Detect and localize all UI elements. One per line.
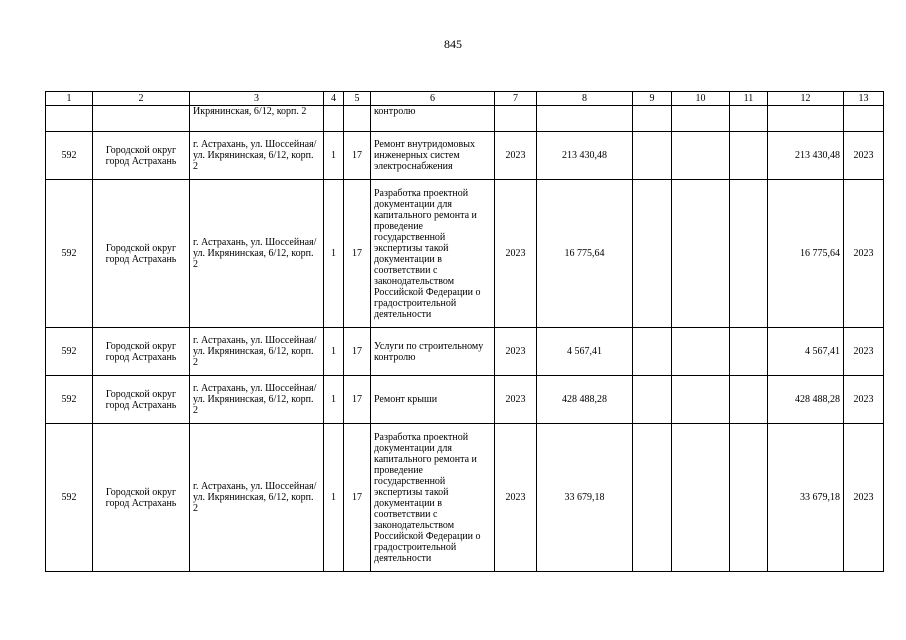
address-cell: г. Астрахань, ул. Шоссейная/ ул. Икрянинская, 6/12, корп. 2 bbox=[190, 424, 324, 572]
table-row bbox=[46, 132, 884, 180]
total-cost-cell: 213 430,48 bbox=[768, 132, 844, 180]
column-10-cell bbox=[672, 180, 730, 328]
column-10-cell bbox=[672, 376, 730, 424]
row-number-cell: 592 bbox=[46, 328, 93, 376]
column-4-cell: 1 bbox=[324, 180, 344, 328]
column-number: 9 bbox=[633, 92, 672, 106]
table-row bbox=[46, 424, 884, 572]
completion-year-cell: 2023 bbox=[844, 180, 884, 328]
year-cell: 2023 bbox=[495, 180, 537, 328]
column-10-cell bbox=[672, 132, 730, 180]
cost-cell: 213 430,48 bbox=[537, 132, 633, 180]
address-cell: Икрянинская, 6/12, корп. 2 bbox=[190, 106, 324, 132]
column-11-cell bbox=[730, 424, 768, 572]
total-cost-cell: 33 679,18 bbox=[768, 424, 844, 572]
column-5-cell: 17 bbox=[344, 180, 371, 328]
page-number: 845 bbox=[444, 37, 462, 51]
column-9-cell bbox=[633, 424, 672, 572]
address-cell: г. Астрахань, ул. Шоссейная/ ул. Икрянинская, 6/12, корп. 2 bbox=[190, 180, 324, 328]
completion-year-cell: 2023 bbox=[844, 132, 884, 180]
column-11-cell bbox=[730, 376, 768, 424]
completion-year-cell: 2023 bbox=[844, 424, 884, 572]
district-cell: Городской округ город Астрахань bbox=[93, 328, 190, 376]
column-number-row bbox=[46, 92, 884, 106]
work-type-cell: Разработка проектной документации для капитального ремонта и проведение государственной экспертизы такой документации в соответствии с законодательством Российской Федерации о градостроительной деятельности bbox=[371, 424, 495, 572]
address-cell: г. Астрахань, ул. Шоссейная/ ул. Икрянинская, 6/12, корп. 2 bbox=[190, 132, 324, 180]
column-9-cell bbox=[633, 180, 672, 328]
column-number: 7 bbox=[495, 92, 537, 106]
continuation-row bbox=[46, 106, 884, 132]
column-number: 12 bbox=[768, 92, 844, 106]
column-number: 6 bbox=[371, 92, 495, 106]
cost-cell: 33 679,18 bbox=[537, 424, 633, 572]
cost-cell: 428 488,28 bbox=[537, 376, 633, 424]
column-9-cell bbox=[633, 132, 672, 180]
column-number: 3 bbox=[190, 92, 324, 106]
column-5-cell: 17 bbox=[344, 328, 371, 376]
district-cell: Городской округ город Астрахань bbox=[93, 132, 190, 180]
work-type-cell: Ремонт внутридомовых инженерных систем электроснабжения bbox=[371, 132, 495, 180]
column-10-cell bbox=[672, 328, 730, 376]
district-cell: Городской округ город Астрахань bbox=[93, 180, 190, 328]
address-cell: г. Астрахань, ул. Шоссейная/ ул. Икрянинская, 6/12, корп. 2 bbox=[190, 328, 324, 376]
cost-cell: 16 775,64 bbox=[537, 180, 633, 328]
row-number-cell: 592 bbox=[46, 132, 93, 180]
column-4-cell: 1 bbox=[324, 132, 344, 180]
address-cell: г. Астрахань, ул. Шоссейная/ ул. Икрянинская, 6/12, корп. 2 bbox=[190, 376, 324, 424]
column-5-cell: 17 bbox=[344, 424, 371, 572]
year-cell: 2023 bbox=[495, 376, 537, 424]
column-number: 4 bbox=[324, 92, 344, 106]
work-type-cell: контролю bbox=[371, 106, 495, 132]
column-11-cell bbox=[730, 132, 768, 180]
table-row bbox=[46, 328, 884, 376]
column-number: 2 bbox=[93, 92, 190, 106]
table-row bbox=[46, 180, 884, 328]
column-4-cell: 1 bbox=[324, 328, 344, 376]
row-number-cell: 592 bbox=[46, 180, 93, 328]
cost-cell: 4 567,41 bbox=[537, 328, 633, 376]
total-cost-cell: 16 775,64 bbox=[768, 180, 844, 328]
year-cell: 2023 bbox=[495, 132, 537, 180]
district-cell: Городской округ город Астрахань bbox=[93, 424, 190, 572]
completion-year-cell: 2023 bbox=[844, 328, 884, 376]
column-9-cell bbox=[633, 376, 672, 424]
column-11-cell bbox=[730, 180, 768, 328]
column-4-cell: 1 bbox=[324, 424, 344, 572]
column-number: 10 bbox=[672, 92, 730, 106]
column-number: 8 bbox=[537, 92, 633, 106]
column-number: 11 bbox=[730, 92, 768, 106]
completion-year-cell: 2023 bbox=[844, 376, 884, 424]
total-cost-cell: 4 567,41 bbox=[768, 328, 844, 376]
total-cost-cell: 428 488,28 bbox=[768, 376, 844, 424]
column-number: 5 bbox=[344, 92, 371, 106]
work-type-cell: Ремонт крыши bbox=[371, 376, 495, 424]
column-number: 1 bbox=[46, 92, 93, 106]
column-10-cell bbox=[672, 424, 730, 572]
column-5-cell: 17 bbox=[344, 132, 371, 180]
year-cell: 2023 bbox=[495, 328, 537, 376]
work-type-cell: Разработка проектной документации для капитального ремонта и проведение государственной экспертизы такой документации в соответствии с законодательством Российской Федерации о градостроительной деятельности bbox=[371, 180, 495, 328]
year-cell: 2023 bbox=[495, 424, 537, 572]
row-number-cell: 592 bbox=[46, 376, 93, 424]
column-11-cell bbox=[730, 328, 768, 376]
column-5-cell: 17 bbox=[344, 376, 371, 424]
column-number: 13 bbox=[844, 92, 884, 106]
work-type-cell: Услуги по строительному контролю bbox=[371, 328, 495, 376]
district-cell: Городской округ город Астрахань bbox=[93, 376, 190, 424]
repair-program-table bbox=[45, 91, 884, 572]
column-9-cell bbox=[633, 328, 672, 376]
row-number-cell: 592 bbox=[46, 424, 93, 572]
column-4-cell: 1 bbox=[324, 376, 344, 424]
table-row bbox=[46, 376, 884, 424]
